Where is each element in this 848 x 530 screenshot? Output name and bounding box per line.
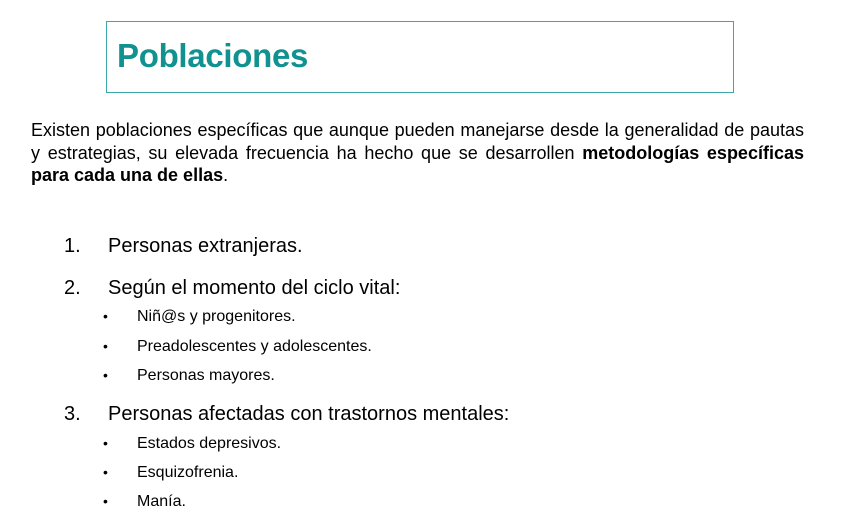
bullet-icon: • [103,464,108,480]
bullet-icon: • [103,435,108,451]
sub-item [103,336,372,357]
sub-item [103,462,238,483]
bullet-icon: • [103,338,108,354]
sub-item-label: Esquizofrenia. [137,464,239,481]
sub-item [103,306,296,327]
sub-item-label: Preadolescentes y adolescentes. [137,338,372,355]
sub-item-label: Niñ@s y progenitores. [137,308,296,325]
sub-item-label: Personas mayores. [137,367,275,384]
list-item-2 [64,276,400,300]
list-item-3 [64,402,509,426]
sub-item [103,365,275,386]
intro-text-after: . [223,165,229,185]
title-box [106,21,734,93]
bullet-icon: • [103,367,108,383]
list-item-label: Personas extranjeras. [108,235,303,257]
sub-item [103,491,186,512]
sub-item-label: Manía. [137,493,186,510]
bullet-icon: • [103,308,108,324]
list-item-label: Personas afectadas con trastornos mentales: [108,403,510,425]
intro-paragraph [31,119,804,187]
list-item-label: Según el momento del ciclo vital: [108,277,401,299]
intro-text-before: Existen poblaciones específicas que aunque pueden manejarse desde la generalidad de pautas y estrategias, su elevada frecuencia ha hecho que se desarrollen [31,120,804,163]
list-number: 2. [64,277,81,299]
intro-bold-text: metodologías específicas para cada una de ellas [31,142,804,185]
list-item-1 [64,234,303,258]
sub-item-label: Estados depresivos. [137,435,282,452]
list-number: 3. [64,403,81,425]
list-number: 1. [64,235,81,257]
sub-item [103,433,281,454]
bullet-icon: • [103,493,108,509]
page-title: Poblaciones [117,37,309,74]
